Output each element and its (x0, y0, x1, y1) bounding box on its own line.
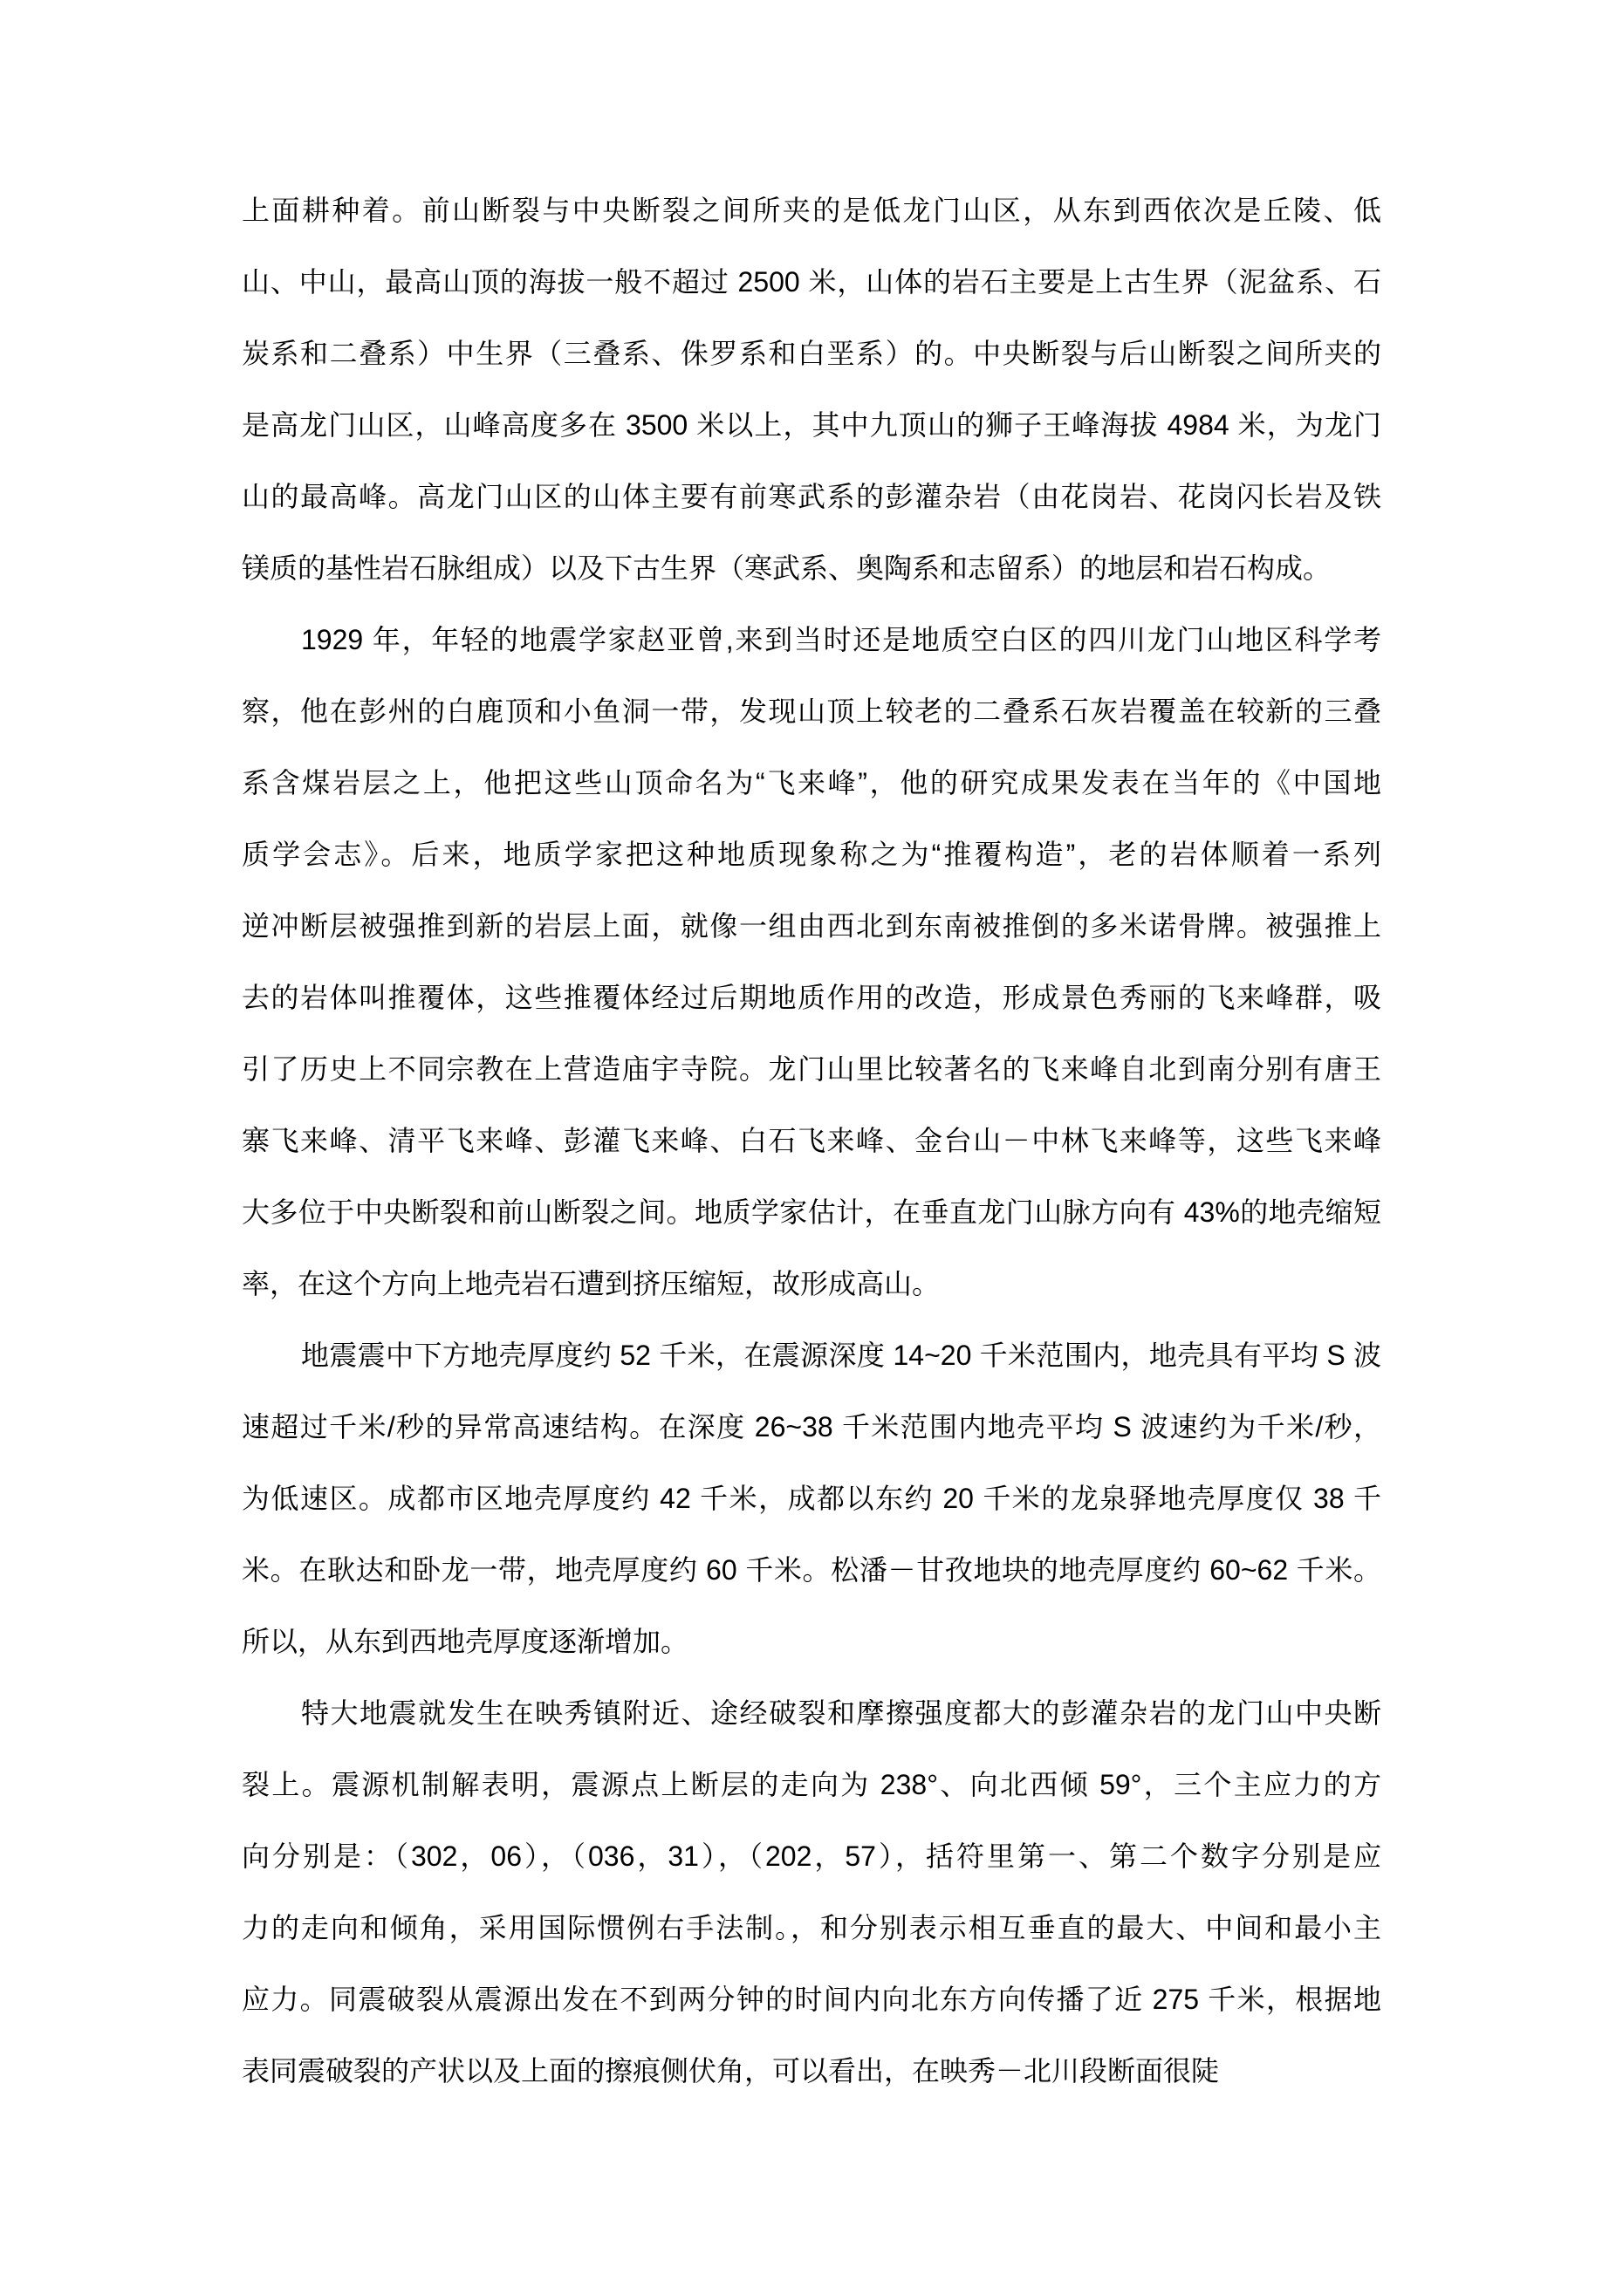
document-body (242, 175, 1381, 2107)
text-line: 引了历史上不同宗教在上营造庙宇寺院。龙门山里比较著名的飞来峰自北到南分别有唐王 (242, 1053, 1381, 1085)
text-line: 寨飞来峰、清平飞来峰、彭灌飞来峰、白石飞来峰、金台山－中林飞来峰等，这些飞来峰 (242, 1125, 1381, 1156)
text-line: 察，他在彭州的白鹿顶和小鱼洞一带，发现山顶上较老的二叠系石灰岩覆盖在较新的三叠 (242, 696, 1381, 727)
text-line: 所以，从东到西地壳厚度逐渐增加。 (242, 1626, 689, 1657)
text-line: 速超过千米/秒的异常高速结构。在深度 26~38 千米范围内地壳平均 S 波速约为千米/秒， (242, 1411, 1381, 1443)
text-line: 力的走向和倾角，采用国际惯例右手法制。，和分别表示相互垂直的最大、中间和最小主 (242, 1912, 1381, 1943)
text-line: 逆冲断层被强推到新的岩层上面，就像一组由西北到东南被推倒的多米诺骨牌。被强推上 (242, 910, 1381, 942)
paragraph-2 (242, 604, 1381, 1319)
paragraph-3 (242, 1319, 1381, 1677)
text-line: 1929 年，年轻的地震学家赵亚曾,来到当时还是地质空白区的四川龙门山地区科学考 (301, 624, 1381, 655)
text-line: 表同震破裂的产状以及上面的擦痕侧伏角，可以看出，在映秀－北川段断面很陡 (242, 2055, 1220, 2087)
text-line: 应力。同震破裂从震源出发在不到两分钟的时间内向北东方向传播了近 275 千米，根据地 (242, 1984, 1381, 2015)
text-line: 上面耕种着。前山断裂与中央断裂之间所夹的是低龙门山区，从东到西依次是丘陵、低 (242, 195, 1381, 226)
text-line: 镁质的基性岩石脉组成）以及下古生界（寒武系、奥陶系和志留系）的地层和岩石构成。 (242, 552, 1332, 584)
text-line: 炭系和二叠系）中生界（三叠系、侏罗系和白垩系）的。中央断裂与后山断裂之间所夹的 (242, 338, 1381, 369)
text-line: 向分别是：（302，06），（036，31），（202，57），括符里第一、第二个数字分别是应 (242, 1840, 1381, 1872)
text-line: 大多位于中央断裂和前山断裂之间。地质学家估计，在垂直龙门山脉方向有 43%的地壳缩短 (242, 1196, 1381, 1228)
paragraph-4 (242, 1677, 1381, 2107)
text-line: 山、中山，最高山顶的海拔一般不超过 2500 米，山体的岩石主要是上古生界（泥盆系、石 (242, 266, 1381, 298)
text-line: 山的最高峰。高龙门山区的山体主要有前寒武系的彭灌杂岩（由花岗岩、花岗闪长岩及铁 (242, 481, 1381, 512)
text-line: 特大地震就发生在映秀镇附近、途经破裂和摩擦强度都大的彭灌杂岩的龙门山中央断 (301, 1697, 1381, 1729)
text-line: 去的岩体叫推覆体，这些推覆体经过后期地质作用的改造，形成景色秀丽的飞来峰群，吸 (242, 982, 1381, 1013)
text-line: 地震震中下方地壳厚度约 52 千米，在震源深度 14~20 千米范围内，地壳具有平均 S 波 (301, 1340, 1381, 1371)
text-line: 系含煤岩层之上，他把这些山顶命名为“飞来峰”，他的研究成果发表在当年的《中国地 (242, 767, 1381, 798)
paragraph-1 (242, 175, 1381, 604)
text-line: 为低速区。成都市区地壳厚度约 42 千米，成都以东约 20 千米的龙泉驿地壳厚度仅 38 千 (242, 1483, 1381, 1514)
text-line: 质学会志》。后来，地质学家把这种地质现象称之为“推覆构造”，老的岩体顺着一系列 (242, 839, 1381, 870)
text-line: 是高龙门山区，山峰高度多在 3500 米以上，其中九顶山的狮子王峰海拔 4984 米，为龙门 (242, 409, 1381, 441)
text-line: 率，在这个方向上地壳岩石遭到挤压缩短，故形成高山。 (242, 1268, 941, 1299)
text-line: 米。在耿达和卧龙一带，地壳厚度约 60 千米。松潘－甘孜地块的地壳厚度约 60~62 千米。 (242, 1554, 1381, 1586)
text-line: 裂上。震源机制解表明，震源点上断层的走向为 238°、向北西倾 59°，三个主应力的方 (242, 1769, 1381, 1800)
